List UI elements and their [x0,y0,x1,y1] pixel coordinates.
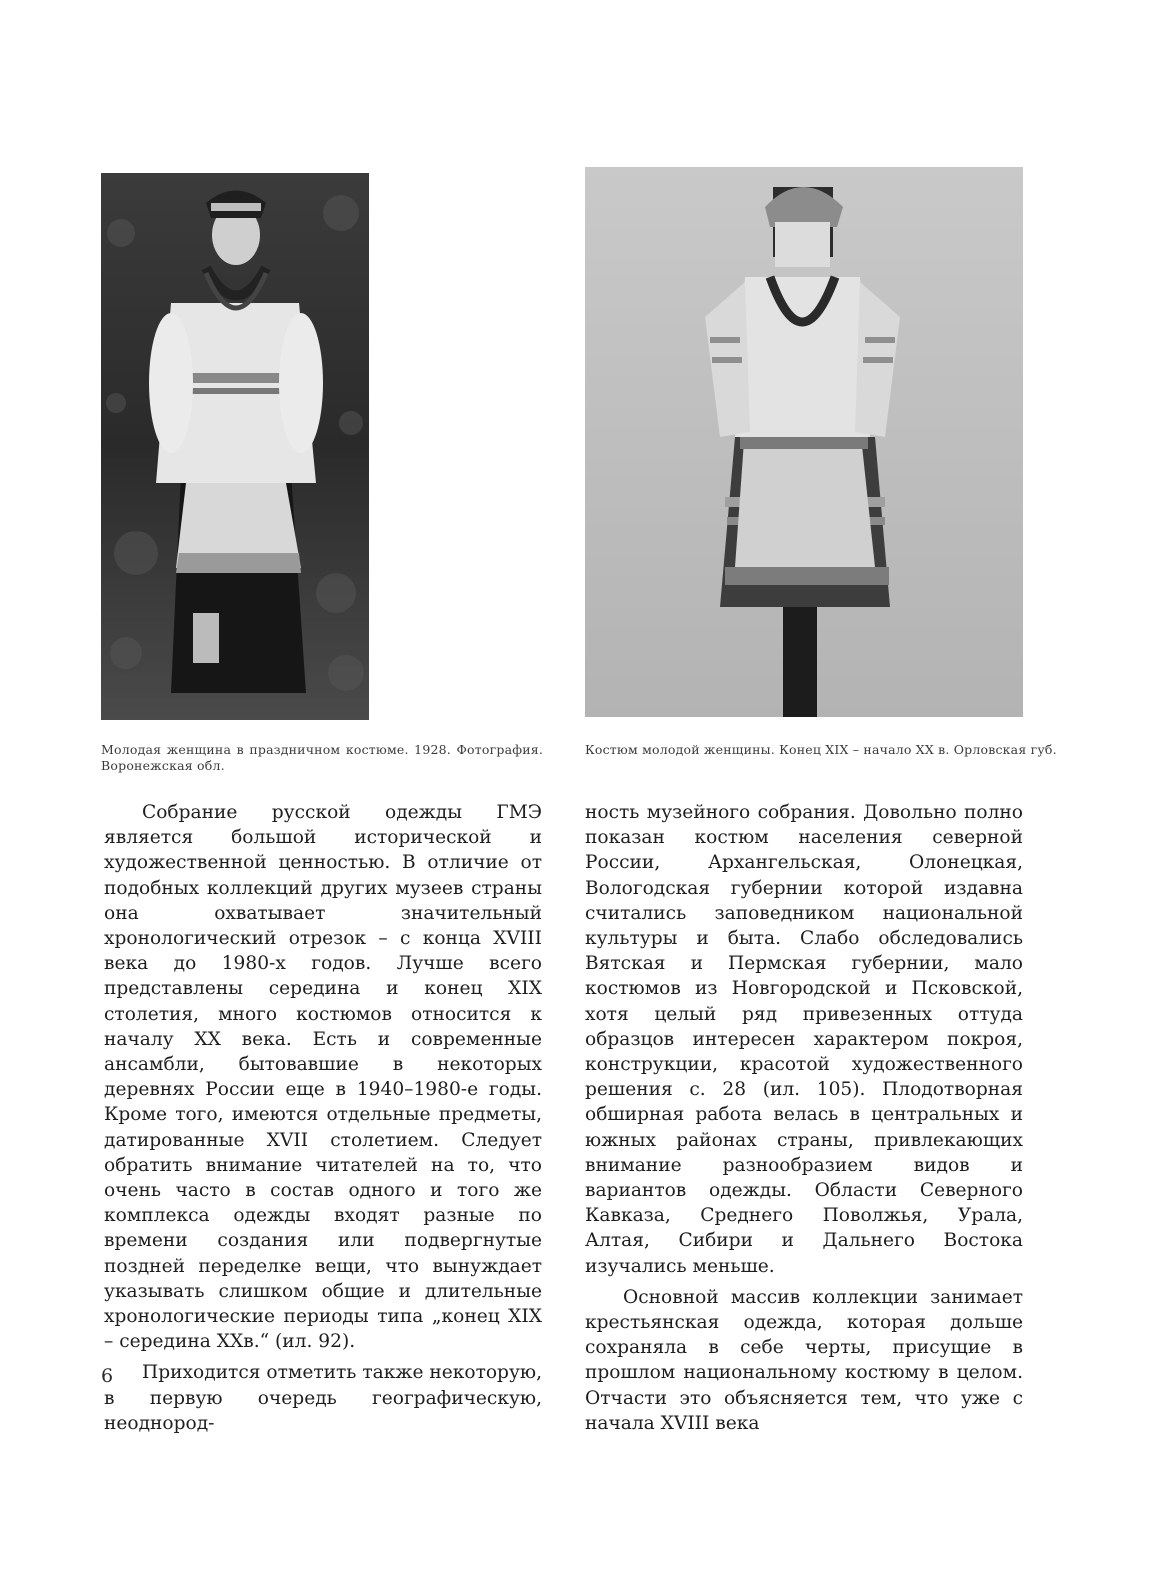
paragraph: Основной массив коллекции занимает крестьянская одежда, которая дольше сохраняла в себе черты, присущие в прошлом национальному костюму в целом. Отчасти это объясняется тем, что уже с начала XVIII века [585,1286,1023,1434]
text-column-left [104,800,542,1436]
paragraph: ность музейного собрания. Довольно полно показан костюм населения северной России, Архангельская, Олонецкая, Вологодская губернии которой издавна считались заповедником национальной культуры и быта. Слабо обследовались Вятская и Пермская губернии, мало костюмов из Новгородской и Псковской, хотя целый ряд привезенных оттуда образцов интересен характером покроя, конструкции, красотой художественного решения с. 28 (ил. 105). Плодотворная обширная работа велась в центральных и южных районах страны, привлекающих внимание разнообразием видов и вариантов одежды. Области Северного Кавказа, Среднего Поволжья, Урала, Алтая, Сибири и Дальнего Востока изучались меньше. [585,802,1023,1277]
text-column-right [585,800,1023,1436]
photo-costume-mannequin [585,167,1023,717]
caption-right: Костюм молодой женщины. Конец XIX – начало XX в. Орловская губ. [585,742,1057,757]
paragraph: Собрание русской одежды ГМЭ является большой исторической и художественной ценностью. В отличие от подобных коллекций других музеев страны она охватывает значительный хронологический отрезок – с конца XVIII века до 1980-х годов. Лучше всего представлены середина и конец XIX столетия, много костюмов относится к началу XX века. Есть и современные ансамбли, бытовавшие в некоторых деревнях России еще в 1940–1980-е годы. Кроме того, имеются отдельные предметы, датированные XVII столетием. Следует обратить внимание читателей на то, что очень часто в состав одного и того же комплекса одежды входят разные по времени создания или подвергнутые поздней переделке вещи, что вынуждает указывать слишком общие и длительные хронологические периоды типа „конец XIX – середина XXв.“ (ил. 92). [104,802,542,1353]
page-number: 6 [101,1365,114,1387]
photo-woman-festive-costume [101,173,369,720]
paragraph: Приходится отметить также некоторую, в первую очередь географическую, неоднород- [104,1362,542,1434]
caption-left: Молодая женщина в праздничном костюме. 1928. Фотография. Воронежская обл. [101,742,543,773]
